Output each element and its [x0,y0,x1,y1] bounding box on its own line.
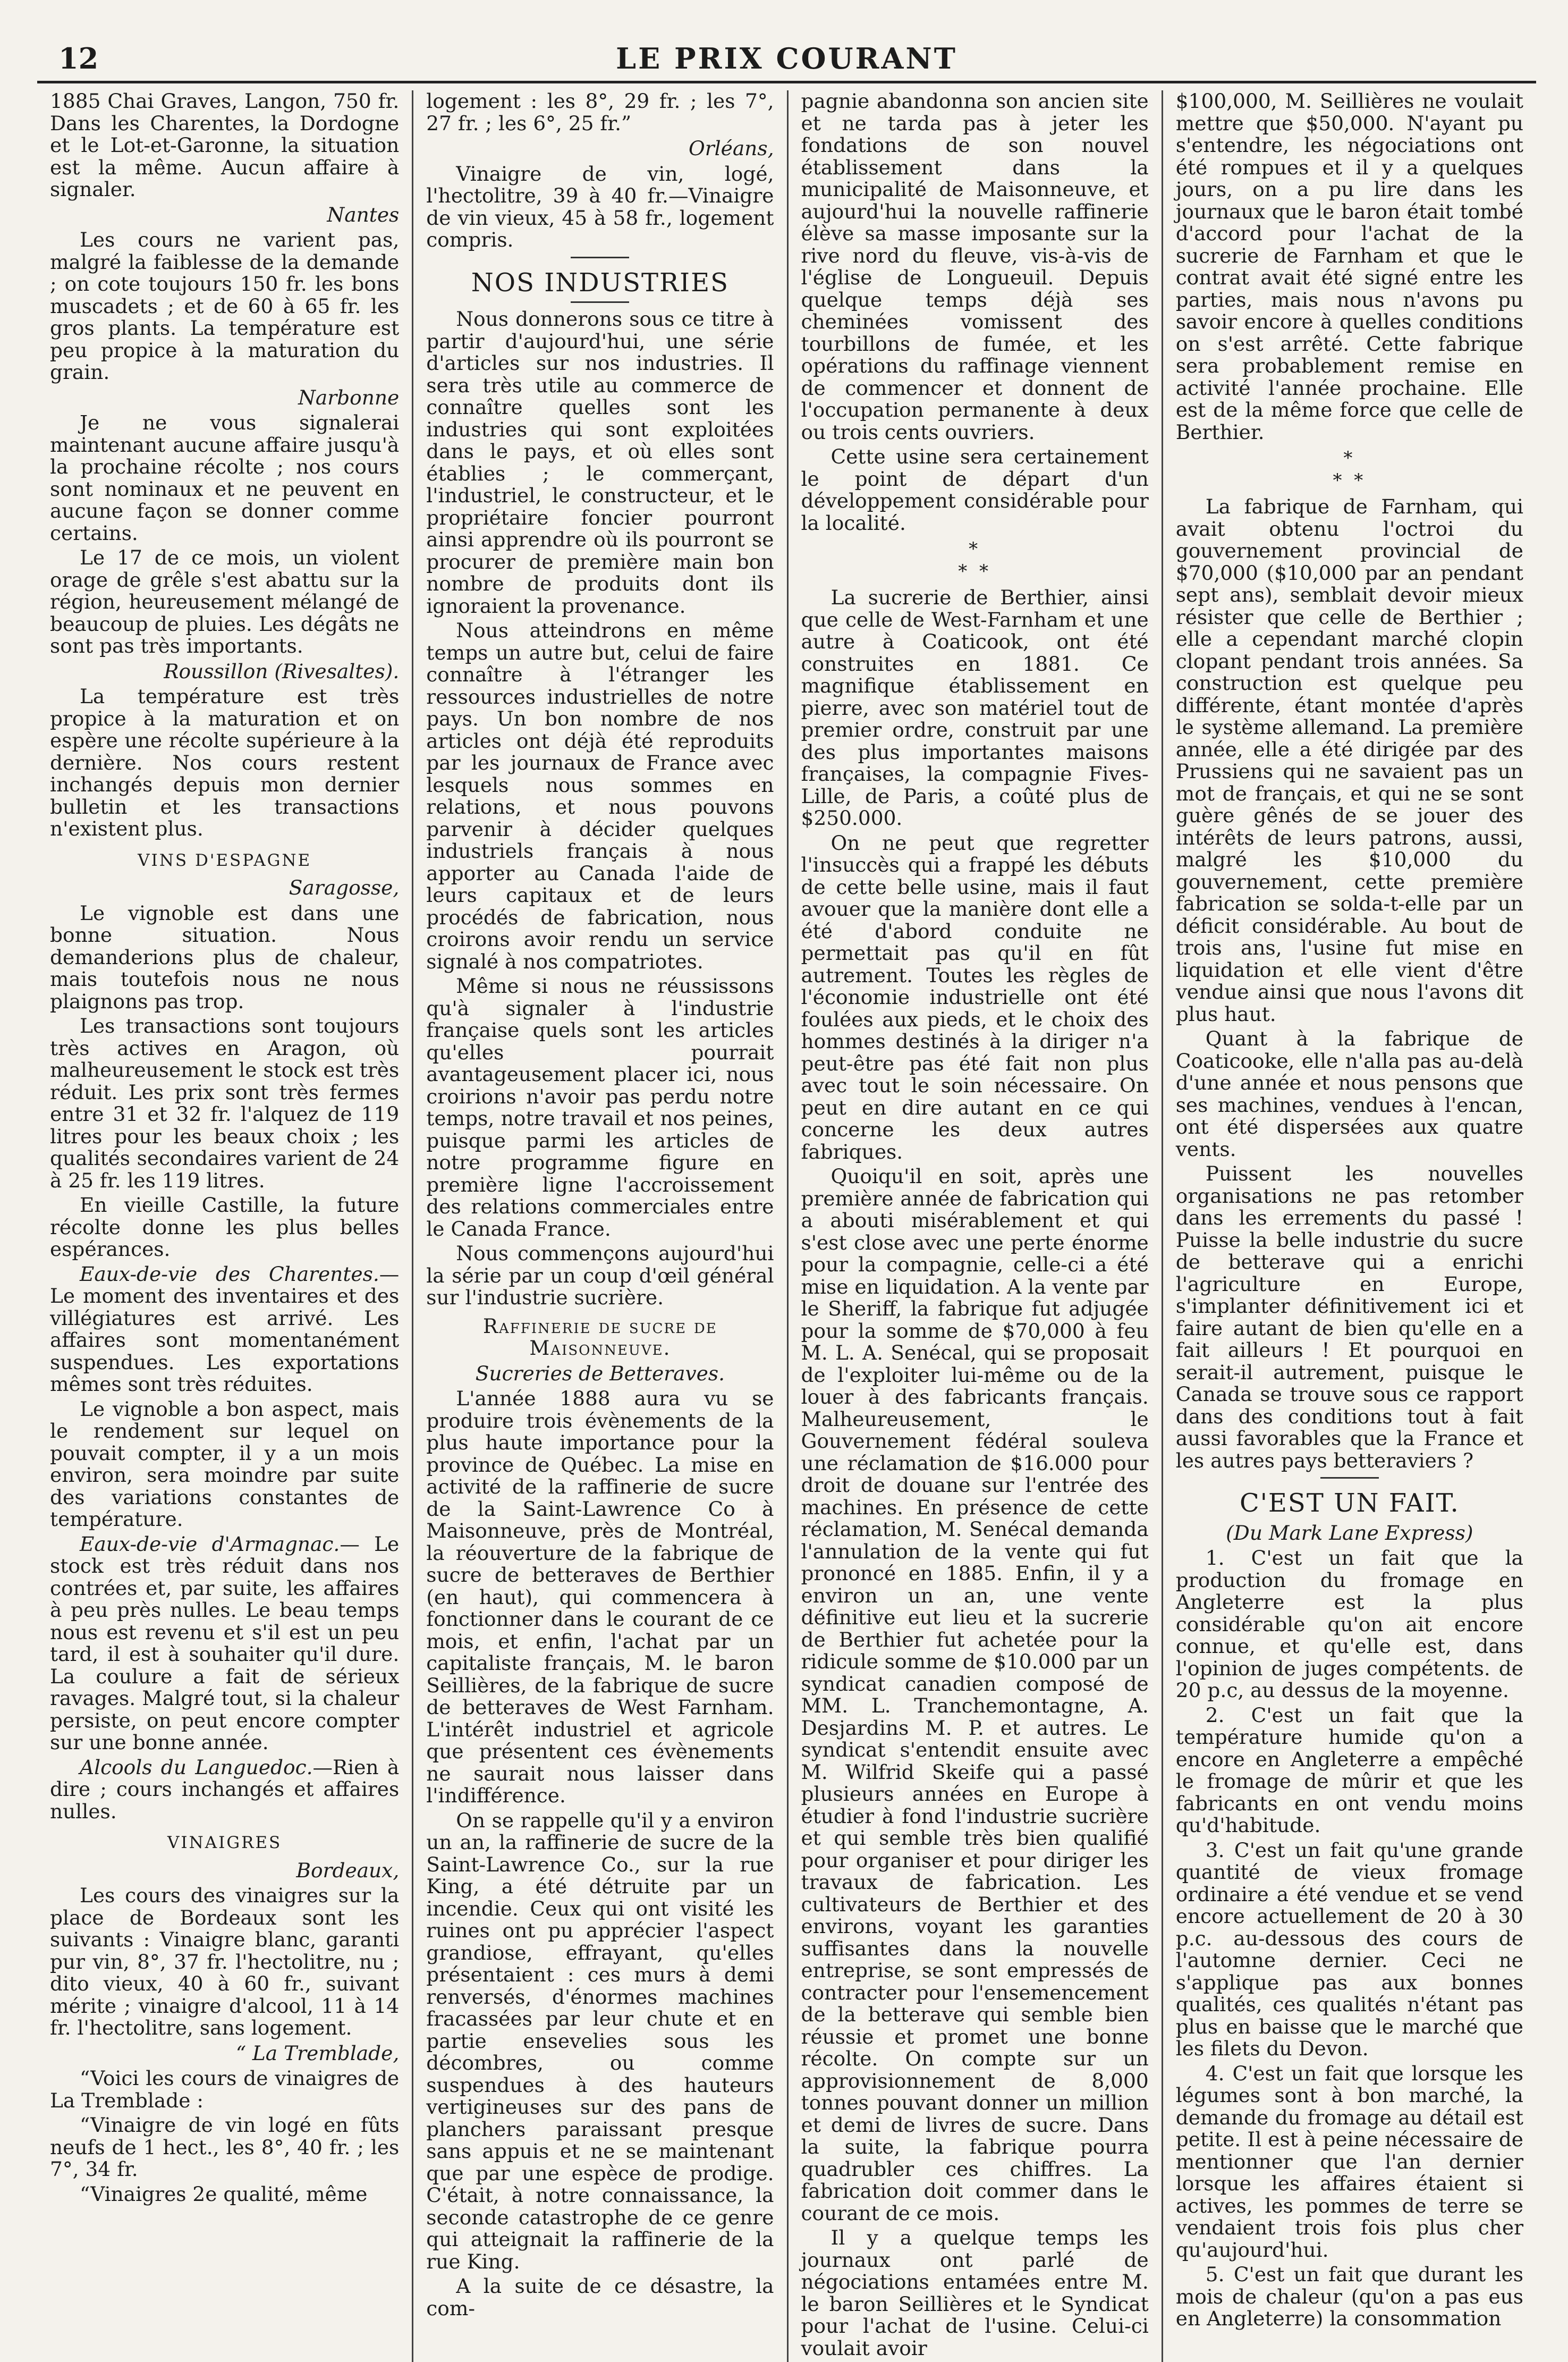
paragraph-body: —Rien à dire ; cours inchangés et affaires nulles. [50,1755,400,1823]
dateline-bordeaux: Bordeaux, [296,1858,400,1882]
newspaper-title: LE PRIX COURANT [616,41,957,75]
column-1 [37,90,412,2362]
paragraph: A la suite de ce désastre, la com- [426,2274,774,2320]
paragraph: “Voici les cours de vinaigres de La Tremblade : [50,2066,400,2112]
paragraph: On ne peut que regretter l'insuccès qui a frappé les débuts de cette belle usine, mais il faut avouer que la manière dont elle a été d'abord conduite ne permettait pas qu'il en fût autrement. Toutes les règles de l'économie industrielle ont été foulées aux pieds, et le choix des hommes destinés à la diriger n'a peut-être pas été fait non plus avec tout le soin nécessaire. On peut en dire autant en ce qui concerne les deux autres fabriques. [801,831,1149,1163]
paragraph: En vieille Castille, la future récolte donne les plus belles espérances. [50,1193,400,1261]
column-3 [787,90,1162,2362]
separator-rule [571,301,629,303]
column-4 [1162,90,1536,2362]
paragraph: Puissent les nouvelles organisations ne pas retomber dans les errements du passé ! Puisse la belle industrie du sucre de betterave qui a enrichi l'agriculture en Europe, s'implanter définitivement ici et faire autant de bien qu'elle en a fait ailleurs ! Et pourquoi en serait-il autrement, puisque le Canada se trouve sous ce rapport dans des conditions tout à fait aussi favorables que la France et les autres pays betteraviers ? [1175,1162,1523,1472]
paragraph: logement : les 8°, 29 fr. ; les 7°, 27 fr. ; les 6°, 25 fr.” [426,89,774,135]
paragraph: “Vinaigres 2e qualité, même [80,2182,368,2206]
page-header [37,38,1536,83]
paragraph [50,1533,399,1754]
paragraph: Les cours des vinaigres sur la place de Bordeaux sont les suivants : Vinaigre blanc, garanti pur vin, 8°, 37 fr. l'hectolitre, nu ; dito vieux, 40 à 60 fr., suivant mérite ; vinaigre d'alcool, 11 à 14 fr. l'hectolitre, sans logement. [50,1884,400,2039]
paragraph: Le 17 de ce mois, un violent orage de grêle s'est abattu sur la région, heureusement mélangé de beaucoup de pluies. Les dégâts ne sont pas très importants. [50,546,400,657]
paragraph-lead: Eaux-de-vie d'Armagnac. [80,1532,340,1556]
paragraph: 4. C'est un fait que lorsque les légumes sont à bon marché, la demande du fromage au détail est petite. Il est à peine nécessaire de mentionner que l'an dernier lorsque les affaires étaient si actives, les pommes de terre se vendaient trois fois plus cher qu'aujourd'hui. [1175,2061,1523,2262]
paragraph: 1. C'est un fait que la production du fromage en Angleterre est la plus considérable qu'on ait encore connue, et qu'elle est, dans l'opinion de juges compétents. de 20 p.c, au dessus de la moyenne. [1175,1546,1523,1702]
paragraph-lead: Eaux-de-vie des Charentes. [80,1262,379,1286]
paragraph: Les transactions sont toujours très actives en Aragon, où malheureusement le stock est très réduit. Les prix sont très fermes entre 31 et 32 fr. l'alquez de 119 litres pour les beaux choix ; les qualités secondaires varient de 24 à 25 fr. les 119 litres. [50,1014,400,1192]
paragraph: Il y a quelque temps les journaux ont parlé de négociations entamées entre M. le baron Seillières et le Syndicat pour l'achat de l'usine. Celui-ci voulait avoir [801,2226,1149,2360]
columns [37,89,1536,2360]
paragraph-lead: Alcools du Languedoc. [80,1755,313,1779]
paragraph-body: — Le stock est très réduit dans nos contrées et, par suite, les affaires à peu près nulles. Le beau temps nous est revenu et s'il est un peu tard, il est à souhaiter qu'il dure. La coulure a fait de sérieux ravages. Malgré tout, si la chaleur persiste, on peut encore compter sur une bonne année. [50,1532,400,1754]
paragraph: $100,000, M. Seillières ne voulait mettre que $50,000. N'ayant pu s'entendre, les négociations ont été rompues et il y a quelques jours, on a pu lire dans les journaux que le baron était tombé d'accord pour l'achat de la sucrerie de Farnham et que le contrat avait été signé entre les parties, mais nous n'avons pu savoir encore à quelles conditions on s'est arrêté. Cette fabrique sera probablement remise en activité l'année prochaine. Elle est de la même force que celle de Berthier. [1175,89,1523,444]
paragraph: La température est très propice à la maturation et on espère une récolte supérieure à la dernière. Nos cours restent inchangés depuis mon dernier bulletin et les transactions n'existent plus. [50,685,400,840]
paragraph: Quant à la fabrique de Coaticooke, elle n'alla pas au-delà d'une année et nous pensons que ses machines, vendues à l'encan, ont été dispersées aux quatre vents. [1175,1027,1523,1161]
dateline-saragosse: Saragosse, [289,876,400,899]
dateline-nantes: Nantes [327,203,400,226]
paragraph: 2. C'est un fait que la température humide qu'on a encore en Angleterre a empêché le fromage de mûrir et que les fabricants en ont vendu moins qu'd'habitude. [1175,1703,1523,1837]
paragraph: Le vignoble a bon aspect, mais le rendement sur lequel on pouvait compter, il y a un mois environ, sera moindre par suite des variations constantes de température. [50,1397,400,1531]
paragraph: Vinaigre de vin, logé, l'hectolitre, 39 à 40 fr.—Vinaigre de vin vieux, 45 à 58 fr., logement compris. [426,162,774,251]
paragraph: Nous commençons aujourd'hui la série par un coup d'œil général sur l'industrie sucrière. [426,1242,774,1309]
paragraph: Quoiqu'il en soit, après une première année de fabrication qui a abouti misérablement et qui s'est close avec une perte énorme pour la compagnie, celle-ci a été mise en liquidation. A la vente par le Sheriff, la fabrique fut adjugée pour la somme de $70,000 à feu M. L. A. Senécal, qui se proposait de l'exploiter lui-même ou de la louer à des fabricants français. Malheureusement, le Gouvernement fédéral souleva une réclamation de $16.000 pour droit de douane sur l'entrée des machines. En présence de cette réclamation, M. Senécal demanda l'annulation de la vente qui fut prononcé en 1885. Enfin, il y a environ un an, une vente définitive eut lieu et la sucrerie de Berthier fut achetée pour la ridicule somme de $10.000 par un syndicat canadien composé de MM. L. Tranchemontagne, A. Desjardins M. P. et autres. Le syndicat s'entendit ensuite avec M. Wilfrid Skeife qui a passé plusieurs années en Europe à étudier à fond l'industrie sucrière et qui semble très bien qualifié pour organiser et pour diriger les travaux de fabrication. Les cultivateurs de Berthier et des environs, voyant les garanties suffisantes dans la nouvelle entreprise, se sont empressés de contracter pour l'ensemencement de la betterave qui semble bien réussie et promet une bonne récolte. On compte sur un approvisionnement de 8,000 tonnes pouvant donner un million et demi de livres de sucre. Dans la suite, la fabrique pourra quadrubler ces chiffres. La fabrication doit commer dans le courant de ce mois. [801,1165,1149,2225]
paragraph-body: — Le moment des inventaires et des villégiatures est arrivé. Les affaires sont momentanément suspendues. Les exportations mêmes sont très réduites. [50,1262,400,1396]
paragraph: Les cours ne varient pas, malgré la faiblesse de la demande ; on cote toujours 150 fr. les bons muscadets ; et de 60 à 65 fr. les gros plants. La température est peu propice à la maturation du grain. [50,228,400,384]
paragraph [50,1263,399,1396]
section-title-nos-industries: NOS INDUSTRIES [471,267,730,298]
paragraph: L'année 1888 aura vu se produire trois évènements de la plus haute importance pour la province de Québec. La mise en activité de la raffinerie de sucre de la Saint-Lawrence Co à Maisonneuve, près de Montréal, la réouverture de la fabrique de sucre de betteraves de Berthier (en haut), qui commencera à fonctionner dans le courant de ce mois, et enfin, l'achat par un capitaliste français, M. le baron Seillières, de la fabrique de sucre de betteraves de West Farnham. L'intérêt industriel et agricole que présentent ces évènements ne saurait nous laisser dans l'indifférence. [426,1387,774,1807]
paragraph: 1885 Chai Graves, Langon, 750 fr. Dans les Charentes, la Dordogne et le Lot-et-Garonne, la situation est la même. Aucun affaire à signaler. [50,89,400,201]
dateline-roussillon: Roussillon (Rivesaltes). [164,659,400,683]
paragraph: pagnie abandonna son ancien site et ne tarda pas à jeter les fondations de son nouvel établissement dans la municipalité de Maisonneuve, et aujourd'hui la nouvelle raffinerie élève sa masse imposante sur la rive nord du fleuve, vis-à-vis de l'église de Longueuil. Depuis quelque temps déjà ses cheminées vomissent des tourbillons de fumée, et les opérations du raffinage viennent de commencer et donnent de l'occupation permanente à deux ou trois cents ouvriers. [801,89,1149,444]
article-subheading-sucreries: Sucreries de Betteraves. [475,1361,725,1385]
paragraph: 3. C'est un fait qu'une grande quantité de vieux fromage ordinaire a été vendue et se vend encore actuellement de 20 à 30 p.c. au-dessous des cours de l'automne dernier. Ceci ne s'applique pas aux bonnes qualités, ces qualités n'étant pas plus en baisse que le marché que les filets du Devon. [1175,1838,1523,2060]
section-heading-vinaigres: VINAIGRES [167,1833,282,1852]
asterism-ornament: * * * [1333,448,1367,491]
paragraph: Le vignoble est dans une bonne situation. Nous demanderions plus de chaleur, mais toutefois nous ne nous plaignons pas trop. [50,901,400,1013]
paragraph: Nous donnerons sous ce titre à partir d'aujourd'hui, une série d'articles sur nos industries. Il sera très utile au commerce de connaître quelles sont les industries qui sont exploitées dans le pays, et où elles sont établies ; le commerçant, l'industriel, le constructeur, et le propriétaire foncier pourront ainsi apprendre où ils pourront se procurer de première main bon nombre de produits dont ils ignoraient la provenance. [426,307,774,618]
paragraph: La sucrerie de Berthier, ainsi que celle de West-Farnham et une autre à Coaticook, ont été construites en 1881. Ce magnifique établissement en pierre, avec son matériel tout de premier ordre, construit par une des plus importantes maisons françaises, la compagnie Fives-Lille, de Paris, a coûté plus de $250.000. [801,586,1149,830]
source-attribution: (Du Mark Lane Express) [1226,1521,1473,1545]
paragraph: La fabrique de Farnham, qui avait obtenu l'octroi du gouvernement provincial de $70,000 ($10,000 par an pendant sept ans), semblait devoir mieux résister que celle de Berthier ; elle a cependant marché clopin clopant pendant trois années. Sa construction est quelque peu différente, étant montée d'après le système allemand. La première année, elle a été dirigée par des Prussiens qui ne savaient pas un mot de français, et qui ne se sont guère gênés de se jouer des intérêts de leurs patrons, aussi, malgré les $10,000 du gouvernement, cette première fabrication se solda-t-elle par un déficit considérable. Au bout de trois ans, l'usine fut mise en liquidation et elle vient d'être vendue ainsi que nous l'avons dit plus haut. [1175,495,1523,1026]
column-2 [412,90,786,2362]
section-heading-vins-espagne: VINS D'ESPAGNE [138,850,312,870]
paragraph: On se rappelle qu'il y a environ un an, la raffinerie de sucre de la Saint-Lawrence Co., sur la rue King, a été détruite par un incendie. Ceux qui ont visité les ruines ont pu apprécier l'aspect grandiose, effrayant, qu'elles présentaient : ces murs à demi renversés, d'énormes machines fracassées par leur chute et en partie ensevelies sous les décombres, ou comme suspendues à des hauteurs vertigineuses sur des pans de planchers paraissant presque sans appuis et ne se maintenant que par une espèce de prodige. C'était, à notre connaissance, la seconde catastrophe de ce genre qui atteignait la raffinerie de la rue King. [426,1808,774,2273]
section-title-cest-un-fait: C'EST UN FAIT. [1239,1488,1460,1518]
paragraph: Nous atteindrons en même temps un autre but, celui de faire connaître à l'étranger les ressources industrielles de notre pays. Un bon nombre de nos articles ont déjà été reproduits par les journaux de France avec lesquels nous sommes en relations, et nous pouvons parvenir à décider quelques industriels français à nous apporter au Canada l'aide de leurs capitaux et de leurs procédés de fabrication, nous croirons avoir rendu un service signalé à nos compatriotes. [426,619,774,973]
paragraph: “Vinaigre de vin logé en fûts neufs de 1 hect., les 8°, 40 fr. ; les 7°, 34 fr. [50,2113,400,2181]
paragraph: 5. C'est un fait que durant les mois de chaleur (qu'on a pas eus en Angleterre) la consommation [1175,2263,1523,2330]
separator-rule [571,257,629,258]
dateline-orleans: Orléans, [688,137,774,160]
paragraph: Cette usine sera certainement le point de départ d'un développement considérable pour la localité. [801,445,1149,535]
dateline-tremblade: “ La Tremblade, [235,2041,400,2065]
page-number: 12 [58,41,99,75]
paragraph: Je ne vous signalerai maintenant aucune affaire jusqu'à la prochaine récolte ; nos cours sont nominaux et ne peuvent en aucune façon se donner comme certains. [50,411,400,545]
separator-rule [1320,1477,1379,1479]
asterism-ornament: * * * [958,538,992,582]
dateline-narbonne: Narbonne [298,385,400,409]
paragraph [50,1757,399,1823]
article-heading-raffinerie: Raffinerie de sucre de Maisonneuve. [483,1314,717,1360]
paragraph: Même si nous ne réussissons qu'à signaler à l'industrie française quels sont les articles qu'elles pourrait avantageusement placer ici, nous croirions n'avoir pas perdu notre temps, notre travail et nos peines, puisque parmi les articles de notre programme figure en première ligne l'accroissement des relations commerciales entre le Canada France. [426,974,774,1241]
